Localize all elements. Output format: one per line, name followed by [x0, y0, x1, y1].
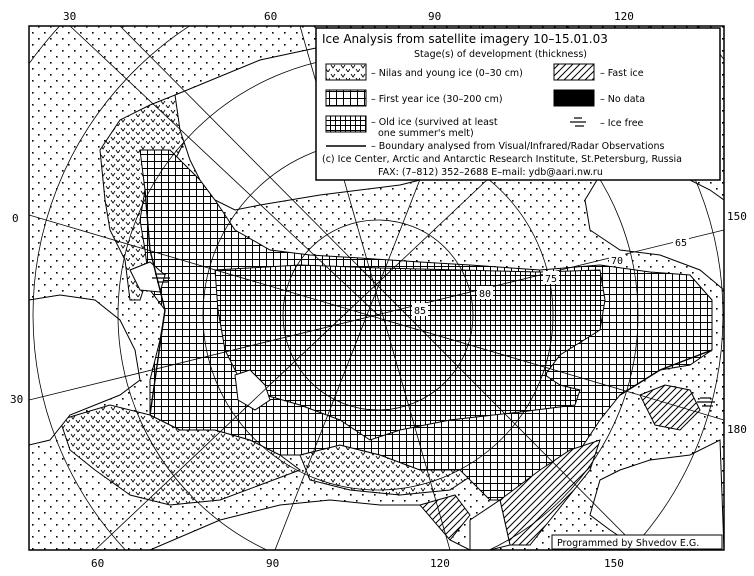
- legend-contact: FAX: (7–812) 352–2688 E–mail: ydb@aari.nw.ru: [378, 167, 603, 178]
- lat-label: 65: [675, 238, 688, 249]
- top-label: 120: [614, 10, 634, 23]
- legend-subtitle: Stage(s) of development (thickness): [414, 49, 587, 60]
- lat-label: 80: [479, 289, 492, 300]
- swatch-old-ice: [326, 116, 366, 132]
- bottom-label: 60: [91, 557, 105, 570]
- legend-item-old-ice-cont: one summer's melt): [378, 128, 474, 139]
- legend-item-fast-ice: – Fast ice: [600, 68, 644, 79]
- swatch-no-data: [554, 90, 594, 106]
- footer: [552, 535, 722, 549]
- legend-item-first-year: – First year ice (30–200 cm): [371, 94, 503, 105]
- lat-label: 70: [611, 256, 624, 267]
- top-label: 90: [428, 10, 442, 23]
- legend-title: Ice Analysis from satellite imagery 10–15.01.03: [322, 32, 608, 46]
- legend-credit: (c) Ice Center, Arctic and Antarctic Research Institute, St.Petersburg, Russia: [322, 154, 683, 165]
- legend-boundary: – Boundary analysed from Visual/Infrared/Radar Observations: [371, 141, 665, 152]
- swatch-fast-ice: [554, 64, 594, 80]
- lat-label: 75: [545, 274, 558, 285]
- top-label: 60: [264, 10, 278, 23]
- left-label: 30: [10, 393, 24, 406]
- swatch-first-year: [326, 90, 366, 106]
- programmed-by: Programmed by Shvedov E.G.: [557, 538, 700, 549]
- legend-item-old-ice: – Old ice (survived at least: [371, 117, 498, 128]
- legend-item-nilas: – Nilas and young ice (0–30 cm): [371, 68, 523, 79]
- top-label: 30: [63, 10, 77, 23]
- legend: [316, 28, 720, 180]
- right-label: 180: [727, 423, 747, 436]
- bottom-label: 150: [604, 557, 624, 570]
- left-label: 0: [12, 212, 19, 225]
- legend-item-no-data: – No data: [600, 94, 646, 105]
- swatch-nilas: [326, 64, 366, 80]
- lat-label: 85: [414, 306, 427, 317]
- bottom-label: 120: [430, 557, 450, 570]
- bottom-label: 90: [266, 557, 280, 570]
- legend-item-ice-free: – Ice free: [600, 118, 644, 129]
- right-label: 150: [727, 210, 747, 223]
